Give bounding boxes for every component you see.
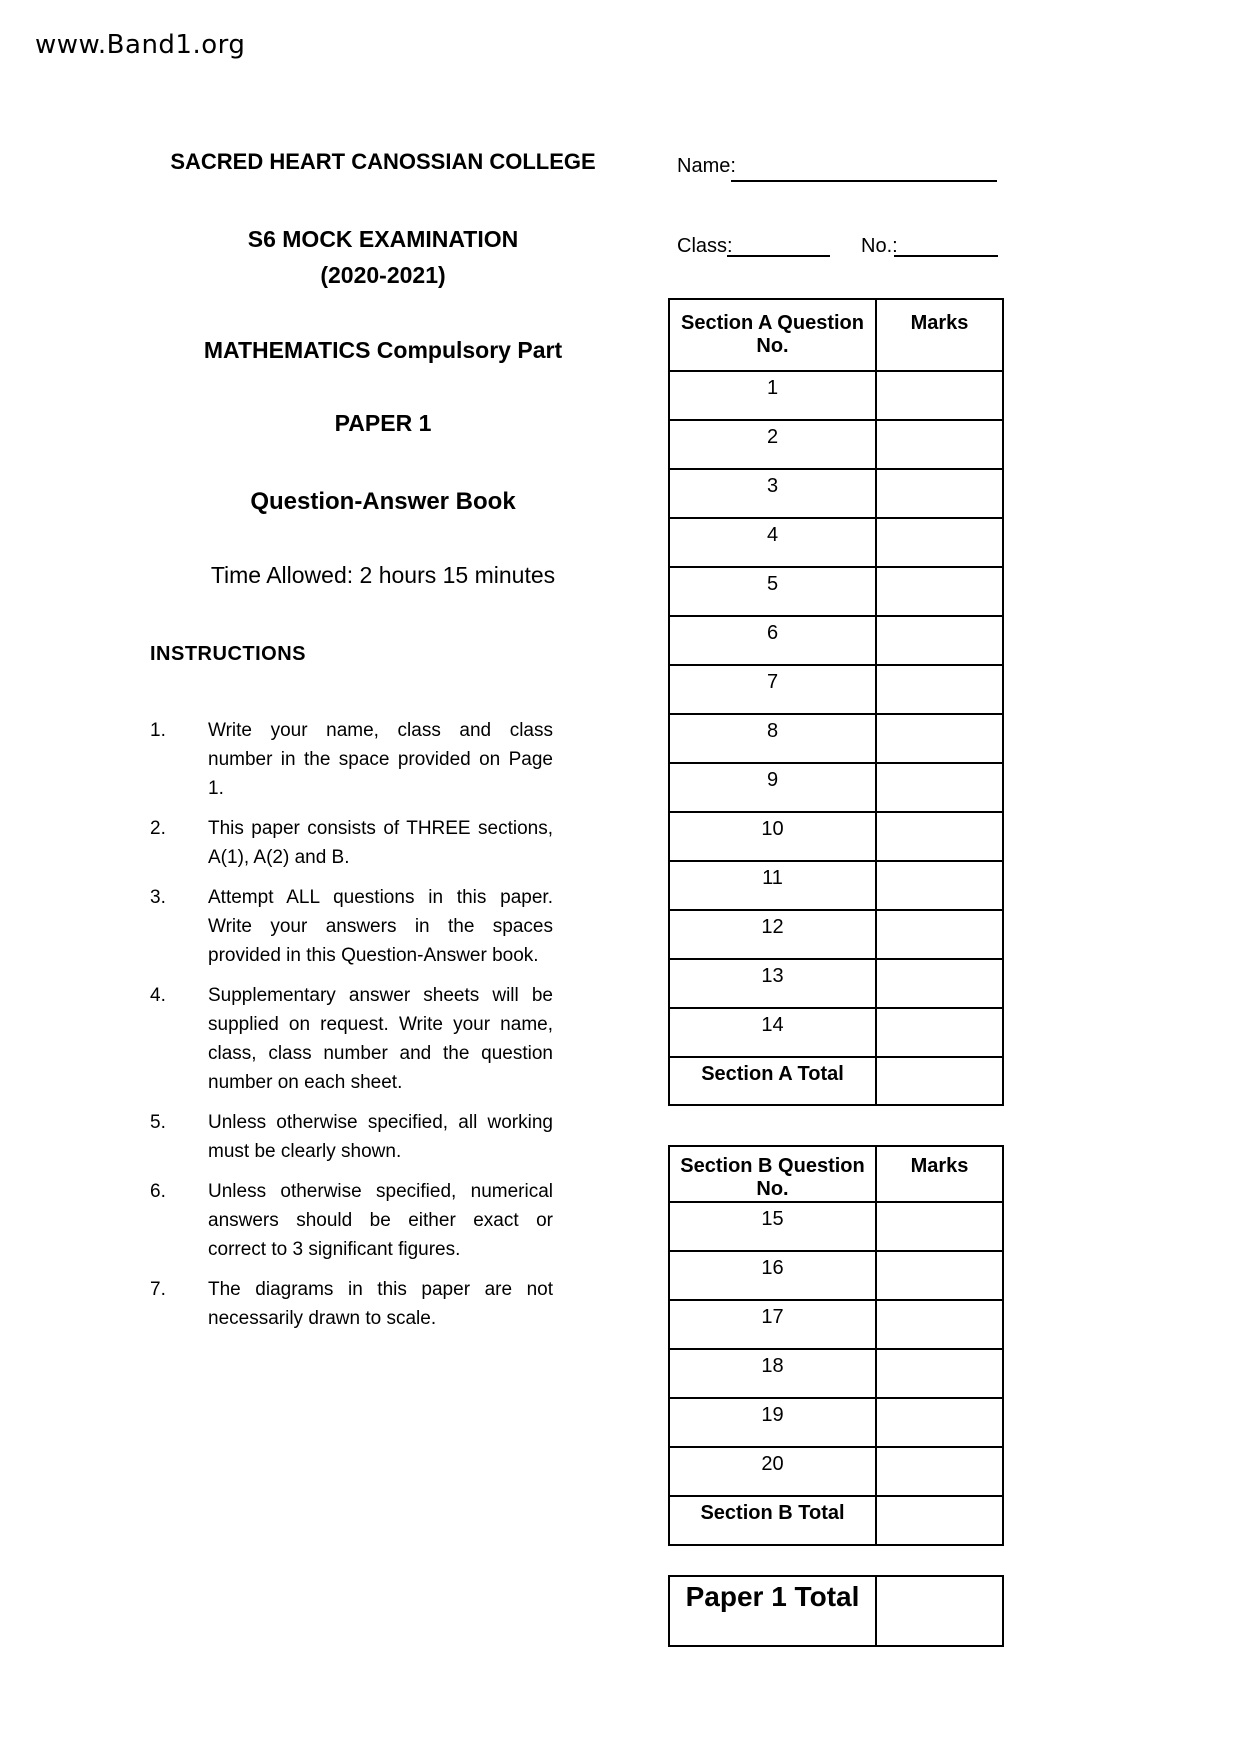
marks-cell — [876, 1300, 1003, 1349]
marks-cell — [876, 861, 1003, 910]
marks-cell — [876, 518, 1003, 567]
question-number-cell: 15 — [669, 1202, 876, 1251]
instruction-number: 4. — [150, 985, 166, 1006]
instructions-heading: INSTRUCTIONS — [150, 643, 306, 665]
question-row — [669, 1251, 1003, 1300]
question-number-cell: 17 — [669, 1300, 876, 1349]
instruction-number: 1. — [150, 720, 166, 741]
section-b-total-marks-cell — [876, 1496, 1003, 1545]
marks-cell — [876, 763, 1003, 812]
section-a-header-question: Section A Question No. — [669, 299, 876, 371]
paper-total-marks-cell — [876, 1576, 1003, 1646]
question-number-cell: 3 — [669, 469, 876, 518]
marks-cell — [876, 1251, 1003, 1300]
total-row — [669, 1496, 1003, 1545]
question-number-cell: 12 — [669, 910, 876, 959]
class-label: Class: — [677, 235, 733, 257]
name-label: Name: — [677, 155, 736, 177]
question-row — [669, 1447, 1003, 1496]
marks-cell — [876, 1398, 1003, 1447]
instruction-number: 2. — [150, 818, 166, 839]
instruction-item — [150, 1177, 553, 1264]
marks-cell — [876, 567, 1003, 616]
subject-title: MATHEMATICS Compulsory Part — [203, 337, 563, 363]
question-number-cell: 4 — [669, 518, 876, 567]
watermark-text: www.Band1.org — [35, 30, 246, 60]
question-row — [669, 1202, 1003, 1251]
question-row — [669, 1008, 1003, 1057]
instruction-item — [150, 883, 553, 970]
marks-cell — [876, 1447, 1003, 1496]
question-row — [669, 861, 1003, 910]
book-title: Question-Answer Book — [250, 488, 516, 515]
instruction-item — [150, 814, 553, 872]
marks-cell — [876, 616, 1003, 665]
question-number-cell: 9 — [669, 763, 876, 812]
question-row — [669, 567, 1003, 616]
question-number-cell: 10 — [669, 812, 876, 861]
instruction-item — [150, 981, 553, 1097]
section-a-total-label: Section A Total — [669, 1057, 876, 1105]
paper-total-table — [668, 1575, 1004, 1647]
question-number-cell: 1 — [669, 371, 876, 420]
marks-cell — [876, 812, 1003, 861]
instruction-number: 7. — [150, 1279, 166, 1300]
paper-total-label: Paper 1 Total — [669, 1576, 876, 1646]
instruction-text: Unless otherwise specified, numerical answers should be either exact or correct to 3 significant figures. — [208, 1181, 553, 1260]
question-row — [669, 518, 1003, 567]
question-number-cell: 13 — [669, 959, 876, 1008]
marks-cell — [876, 714, 1003, 763]
section-b-table — [668, 1145, 1004, 1546]
question-row — [669, 616, 1003, 665]
instruction-number: 3. — [150, 887, 166, 908]
instruction-text: Supplementary answer sheets will be supplied on request. Write your name, class, class number and the question number on each sheet. — [208, 985, 553, 1093]
instruction-text: This paper consists of THREE sections, A(1), A(2) and B. — [208, 818, 553, 868]
school-name: SACRED HEART CANOSSIAN COLLEGE — [170, 149, 596, 174]
section-a-table — [668, 298, 1004, 1106]
section-b-total-label: Section B Total — [669, 1496, 876, 1545]
question-number-cell: 6 — [669, 616, 876, 665]
instruction-text: The diagrams in this paper are not necessarily drawn to scale. — [208, 1279, 553, 1329]
question-row — [669, 1349, 1003, 1398]
instruction-text: Attempt ALL questions in this paper. Write your answers in the spaces provided in this Question-Answer book. — [208, 887, 553, 966]
question-row — [669, 469, 1003, 518]
title-block — [103, 0, 663, 650]
instruction-number: 5. — [150, 1112, 166, 1133]
question-number-cell: 5 — [669, 567, 876, 616]
question-row — [669, 1300, 1003, 1349]
instructions-list — [150, 716, 553, 1344]
question-number-cell: 18 — [669, 1349, 876, 1398]
marks-cell — [876, 910, 1003, 959]
exam-title: S6 MOCK EXAMINATION — [247, 226, 519, 252]
question-row — [669, 714, 1003, 763]
question-row — [669, 371, 1003, 420]
section-b-header-marks: Marks — [876, 1146, 1003, 1202]
marks-cell — [876, 1349, 1003, 1398]
total-row — [669, 1057, 1003, 1105]
question-number-cell: 14 — [669, 1008, 876, 1057]
question-row — [669, 959, 1003, 1008]
marks-cell — [876, 420, 1003, 469]
section-a-header-marks: Marks — [876, 299, 1003, 371]
paper-title: PAPER 1 — [334, 410, 432, 436]
question-number-cell: 20 — [669, 1447, 876, 1496]
question-number-cell: 16 — [669, 1251, 876, 1300]
marks-cell — [876, 1202, 1003, 1251]
question-number-cell: 7 — [669, 665, 876, 714]
question-number-cell: 19 — [669, 1398, 876, 1447]
marks-cell — [876, 469, 1003, 518]
question-row — [669, 665, 1003, 714]
question-row — [669, 1398, 1003, 1447]
question-row — [669, 420, 1003, 469]
marks-cell — [876, 665, 1003, 714]
instruction-number: 6. — [150, 1181, 166, 1202]
no-line — [894, 235, 998, 257]
instruction-text: Unless otherwise specified, all working must be clearly shown. — [208, 1112, 553, 1162]
question-row — [669, 763, 1003, 812]
instruction-item — [150, 716, 553, 803]
question-row — [669, 812, 1003, 861]
instruction-text: Write your name, class and class number in the space provided on Page 1. — [208, 720, 553, 799]
instruction-item — [150, 1108, 553, 1166]
time-allowed: Time Allowed: 2 hours 15 minutes — [210, 562, 556, 588]
marks-cell — [876, 1008, 1003, 1057]
section-b-header-question: Section B Question No. — [669, 1146, 876, 1202]
question-number-cell: 11 — [669, 861, 876, 910]
name-line — [731, 160, 997, 182]
marks-cell — [876, 959, 1003, 1008]
section-a-total-marks-cell — [876, 1057, 1003, 1105]
instruction-item — [150, 1275, 553, 1333]
marks-cell — [876, 371, 1003, 420]
exam-year: (2020-2021) — [320, 262, 446, 288]
no-label: No.: — [861, 235, 898, 257]
question-number-cell: 8 — [669, 714, 876, 763]
class-line — [727, 235, 830, 257]
question-row — [669, 910, 1003, 959]
question-number-cell: 2 — [669, 420, 876, 469]
